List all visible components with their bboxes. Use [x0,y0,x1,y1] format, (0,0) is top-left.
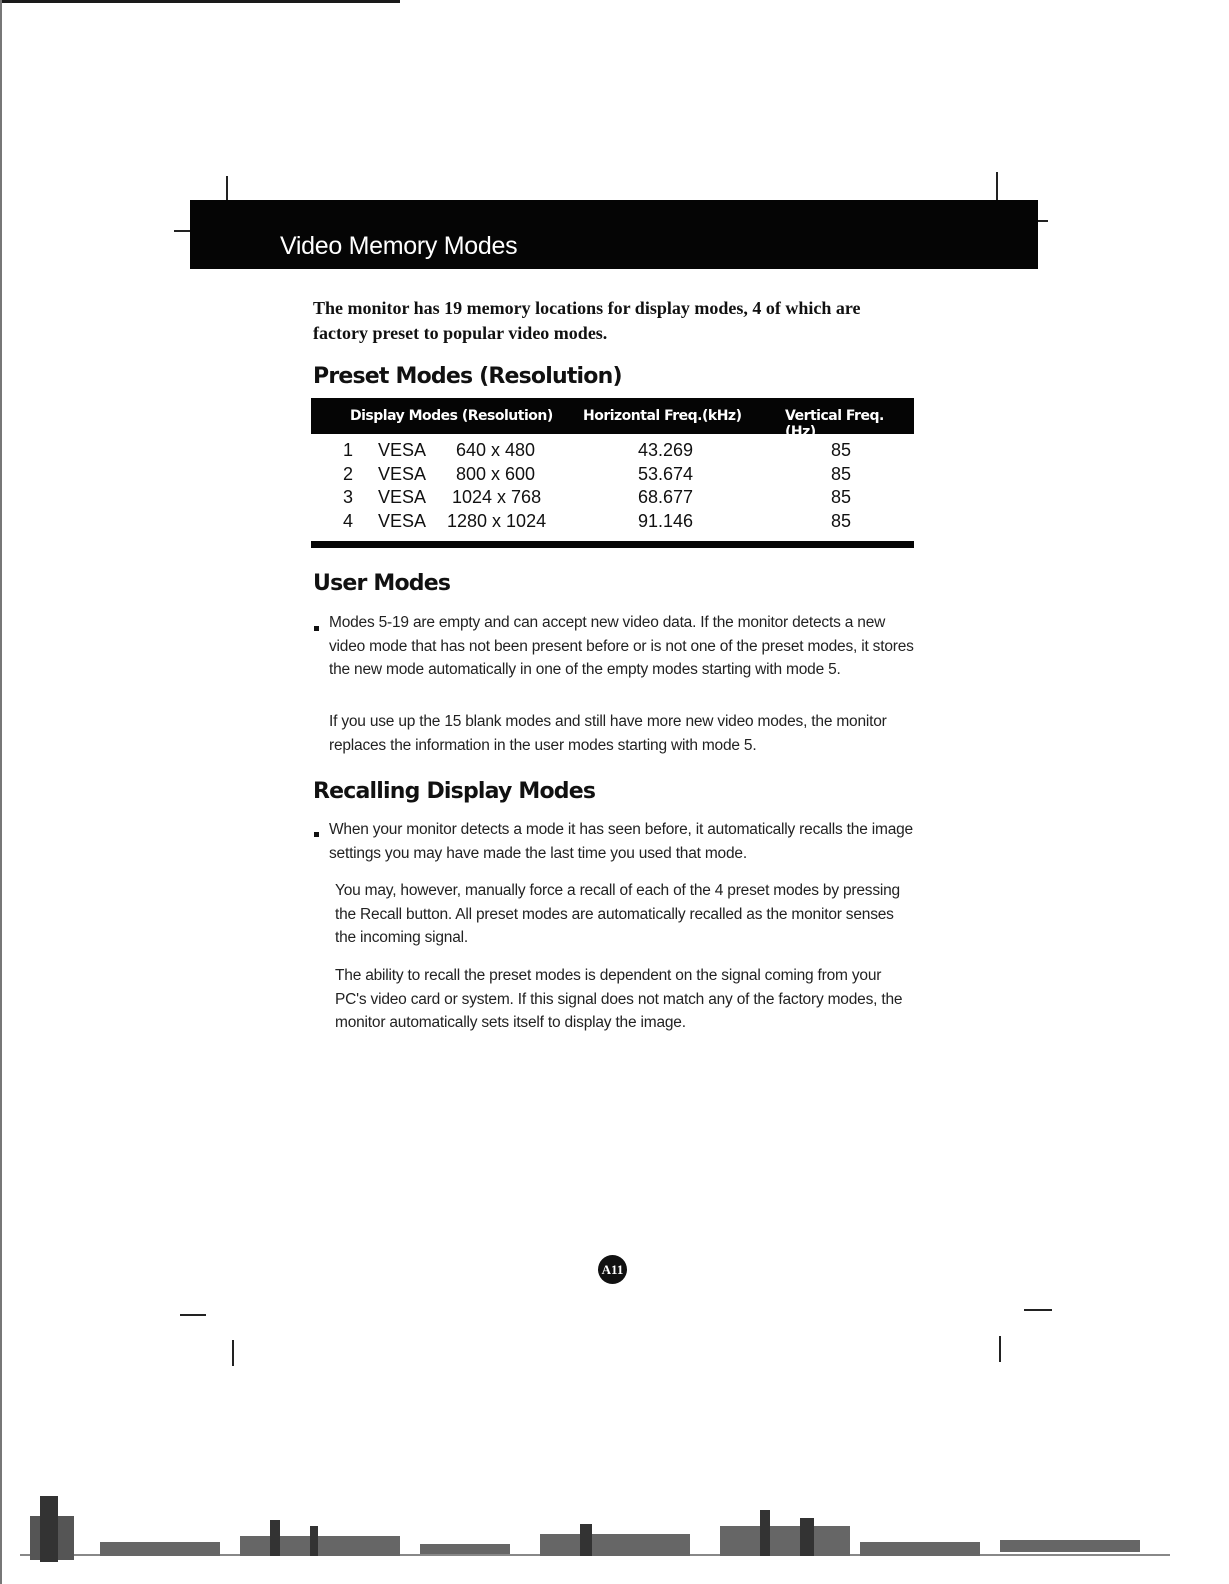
mode-resolution: 1024 x 768 [452,487,542,507]
scan-noise-strip [20,1496,1170,1562]
user-modes-paragraph-2: If you use up the 15 blank modes and still have more new video modes, the monitor replaces the information in the user modes starting with mode 5. [329,713,887,754]
col-vertical-freq: Vertical Freq.(Hz) [785,408,884,440]
col-horizontal-freq: Horizontal Freq.(kHz) [583,408,742,424]
mode-resolution: 1280 x 1024 [447,511,547,531]
top-scan-rule [0,0,400,3]
horizontal-frequency: 68.677 [638,487,694,507]
crop-mark [226,176,228,200]
crop-mark [1038,220,1048,222]
left-scan-edge [0,0,2,1584]
horizontal-frequency: 43.269 [638,440,694,460]
mode-resolution: 800 x 600 [456,464,536,484]
horizontal-frequency: 53.674 [638,464,694,484]
crop-mark [232,1340,234,1366]
table-row [311,487,914,511]
crop-mark [180,1314,206,1316]
vertical-frequency: 85 [831,511,852,531]
table-row [311,464,914,488]
bullet-icon [314,832,319,837]
page-number-badge: A11 [598,1255,627,1284]
bullet-icon [314,626,319,631]
crop-mark [999,1336,1001,1362]
recalling-modes-heading: Recalling Display Modes [313,779,596,804]
crop-mark [1024,1309,1052,1311]
table-row [311,511,914,535]
mode-number: 1 [343,440,354,460]
mode-standard: VESA [378,464,427,484]
user-modes-paragraph: Modes 5-19 are empty and can accept new video data. If the monitor detects a new video mode that has not been present before or is not one of the preset modes, it stores the new mode automatically in one of the empty modes starting with mode 5. [329,614,914,678]
recall-paragraph-2: You may, however, manually force a recall of each of the 4 preset modes by pressing the Recall button. All preset modes are automatically recalled as the monitor senses the incoming signal. [335,882,900,946]
vertical-frequency: 85 [831,464,852,484]
preset-table-header [311,398,914,440]
user-modes-heading: User Modes [313,571,451,596]
mode-standard: VESA [378,487,427,507]
intro-text: The monitor has 19 memory locations for display modes, 4 of which are factory preset to popular video modes. [313,298,861,343]
col-display-modes: Display Modes (Resolution) [350,408,553,424]
mode-number: 4 [343,511,354,531]
horizontal-frequency: 91.146 [638,511,694,531]
mode-number: 2 [343,464,354,484]
crop-mark [996,172,998,200]
vertical-frequency: 85 [831,440,852,460]
mode-standard: VESA [378,511,427,531]
mode-standard: VESA [378,440,427,460]
mode-number: 3 [343,487,354,507]
preset-modes-heading: Preset Modes (Resolution) [313,364,622,389]
table-bottom-rule [311,541,914,548]
section-header-bar [190,200,1038,269]
recall-paragraph: When your monitor detects a mode it has seen before, it automatically recalls the image settings you may have made the last time you used that mode. [329,821,913,862]
vertical-frequency: 85 [831,487,852,507]
crop-mark [174,230,190,232]
page-title: Video Memory Modes [280,232,518,260]
mode-resolution: 640 x 480 [456,440,536,460]
table-row [311,440,914,464]
recall-paragraph-3: The ability to recall the preset modes is dependent on the signal coming from your PC's video card or system. If this signal does not match any of the factory modes, the monitor automatically sets itself to display the image. [335,967,903,1031]
